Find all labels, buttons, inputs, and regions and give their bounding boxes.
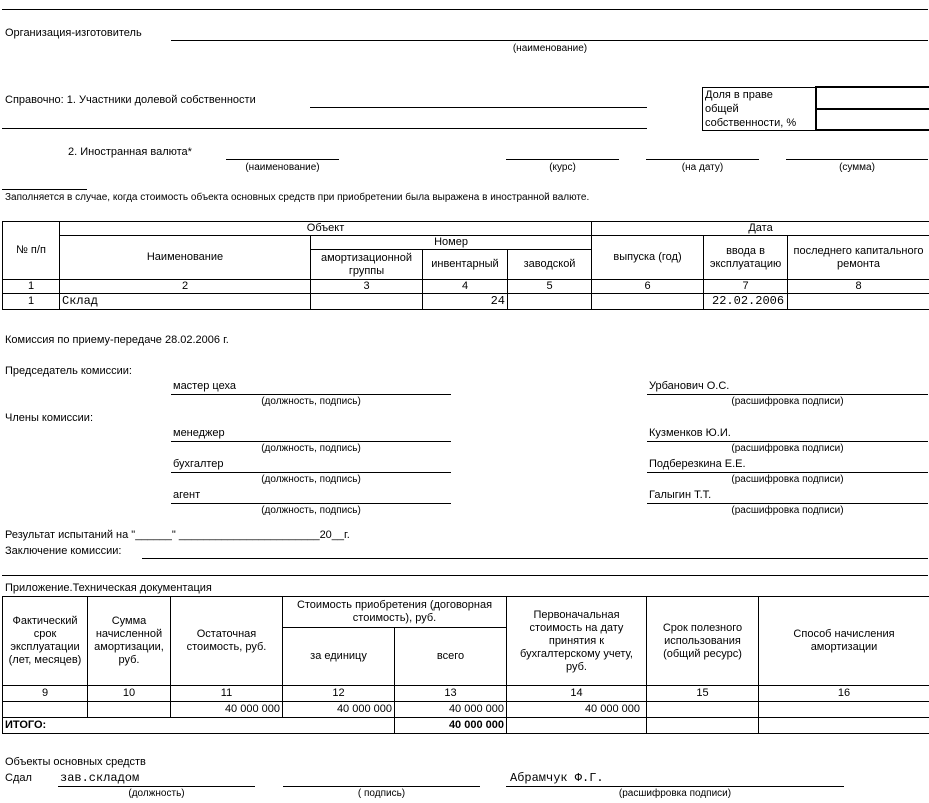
cell-amort-sum[interactable] xyxy=(88,702,171,718)
share-label-3: собственности, % xyxy=(705,116,797,129)
col-num: 2 xyxy=(60,280,311,294)
chair-name-line xyxy=(647,394,928,395)
header-amort-sum: Сумма начисленной амортизации, руб. xyxy=(88,597,171,686)
chair-position-line xyxy=(171,394,451,395)
test-result: Результат испытаний на "______" _______________________20__г. xyxy=(5,529,350,541)
members-label: Члены комиссии: xyxy=(5,412,94,424)
col-num: 10 xyxy=(88,686,171,702)
org-caption: (наименование) xyxy=(512,43,588,54)
header-useful: Срок полезного использования (общий ресурс) xyxy=(647,597,759,686)
header-inventory: инвентарный xyxy=(423,250,508,280)
top-rule xyxy=(2,9,928,10)
currency-name-caption: (наименование) xyxy=(245,162,320,173)
org-label: Организация-изготовитель xyxy=(5,27,142,39)
header-term: Фактический срок эксплуатации (лет, месяцев) xyxy=(3,597,88,686)
table-row xyxy=(3,702,929,718)
commission-title: Комиссия по приему-передаче 28.02.2006 г. xyxy=(5,334,229,346)
handover-name-caption: (расшифровка подписи) xyxy=(618,788,732,799)
cell-initial[interactable]: 40 000 000 xyxy=(507,702,647,718)
cell-commission-date[interactable]: 22.02.2006 xyxy=(704,294,788,310)
handover-position: зав.складом xyxy=(60,771,140,785)
cell-amort-group[interactable] xyxy=(311,294,423,310)
header-amort-group: амортизационной группы xyxy=(311,250,423,280)
currency-rate-caption: (курс) xyxy=(549,162,576,173)
share-box xyxy=(702,86,929,131)
currency-sum-line xyxy=(786,159,928,160)
currency-rate-line xyxy=(506,159,619,160)
cell-factory[interactable] xyxy=(508,294,592,310)
header-number: Номер xyxy=(311,236,592,250)
col-num: 13 xyxy=(395,686,507,702)
header-no: № п/п xyxy=(3,222,60,280)
cell-useful[interactable] xyxy=(647,702,759,718)
conclusion-line-1 xyxy=(142,558,928,559)
col-num: 15 xyxy=(647,686,759,702)
header-repair: последнего капитального ремонта xyxy=(788,236,929,280)
member-name-line xyxy=(647,441,928,442)
object-table xyxy=(2,221,929,310)
itogo-empty xyxy=(759,718,929,734)
reference-label: Справочно: 1. Участники долевой собственности xyxy=(5,94,256,106)
member-position-caption: (должность, подпись) xyxy=(261,443,361,454)
chair-label: Председатель комиссии: xyxy=(5,365,132,377)
member-position-caption: (должность, подпись) xyxy=(261,505,361,516)
member-position-line xyxy=(171,441,451,442)
cell-unit[interactable]: 40 000 000 xyxy=(283,702,395,718)
share-label xyxy=(703,87,816,130)
member-name-line xyxy=(647,472,928,473)
member-position-line xyxy=(171,472,451,473)
header-initial: Первоначальная стоимость на дату принятия к бухгалтерскому учету, руб. xyxy=(507,597,647,686)
col-num: 6 xyxy=(592,280,704,294)
conclusion-line-2 xyxy=(2,575,928,576)
handover-sign-line xyxy=(283,786,480,787)
itogo-empty xyxy=(507,718,647,734)
cell-name[interactable]: Склад xyxy=(60,294,311,310)
member-name: Подберезкина Е.Е. xyxy=(649,458,746,470)
member-name: Кузменков Ю.И. xyxy=(649,427,731,439)
handover-sign-caption: ( подпись) xyxy=(357,788,406,799)
handover-name-line xyxy=(506,786,844,787)
handover-label: Сдал xyxy=(5,772,32,784)
cell-residual[interactable]: 40 000 000 xyxy=(171,702,283,718)
member-position-caption: (должность, подпись) xyxy=(261,474,361,485)
handover-name: Абрамчук Ф.Г. xyxy=(510,771,604,785)
cost-table xyxy=(2,596,929,734)
cell-release[interactable] xyxy=(592,294,704,310)
currency-date-caption: (на дату) xyxy=(681,162,724,173)
cell-inventory[interactable]: 24 xyxy=(423,294,508,310)
share-label-2: общей xyxy=(705,102,739,115)
handover-position-caption: (должность) xyxy=(128,788,185,799)
total-row xyxy=(3,718,929,734)
col-num: 14 xyxy=(507,686,647,702)
currency-sum-caption: (сумма) xyxy=(839,162,875,173)
share-label-1: Доля в праве xyxy=(705,88,773,101)
col-num: 5 xyxy=(508,280,592,294)
col-num: 12 xyxy=(283,686,395,702)
member-name-caption: (расшифровка подписи) xyxy=(731,474,844,485)
member-position-line xyxy=(171,503,451,504)
owners-line-2 xyxy=(2,128,647,129)
currency-name-line xyxy=(226,159,339,160)
member-name-caption: (расшифровка подписи) xyxy=(731,443,844,454)
header-total: всего xyxy=(395,628,507,686)
currency-footnote: Заполняется в случае, когда стоимость объекта основных средств при приобретении была выражена в иностранной валюте. xyxy=(5,192,590,203)
chair-name: Урбанович О.С. xyxy=(649,380,730,392)
share-value-1[interactable] xyxy=(816,87,929,109)
conclusion-label: Заключение комиссии: xyxy=(5,545,122,557)
owners-line-1 xyxy=(310,107,647,108)
col-num: 1 xyxy=(3,280,60,294)
cell-no[interactable]: 1 xyxy=(3,294,60,310)
itogo-empty xyxy=(647,718,759,734)
header-commission: ввода в эксплуатацию xyxy=(704,236,788,280)
member-position: менеджер xyxy=(173,427,225,439)
itogo-total: 40 000 000 xyxy=(395,718,507,734)
col-num: 4 xyxy=(423,280,508,294)
currency-date-line xyxy=(646,159,759,160)
col-num: 11 xyxy=(171,686,283,702)
member-name-line xyxy=(647,503,928,504)
footnote-rule xyxy=(2,189,87,190)
cell-term[interactable] xyxy=(3,702,88,718)
header-unit: за единицу xyxy=(283,628,395,686)
member-name-caption: (расшифровка подписи) xyxy=(731,505,844,516)
header-name: Наименование xyxy=(60,236,311,280)
col-num: 7 xyxy=(704,280,788,294)
header-factory: заводской xyxy=(508,250,592,280)
chair-name-caption: (расшифровка подписи) xyxy=(731,396,844,407)
member-position: агент xyxy=(173,489,201,501)
org-name-line xyxy=(171,40,928,41)
handover-title: Объекты основных средств xyxy=(5,756,146,768)
share-value-2[interactable] xyxy=(816,109,929,131)
cell-method[interactable] xyxy=(759,702,929,718)
header-cost: Стоимость приобретения (договорная стоимость), руб. xyxy=(283,597,507,628)
header-object: Объект xyxy=(60,222,592,236)
header-method: Способ начисления амортизации xyxy=(759,597,929,686)
itogo-label: ИТОГО: xyxy=(3,718,395,734)
currency-label: 2. Иностранная валюта* xyxy=(68,146,192,158)
header-date: Дата xyxy=(592,222,929,236)
cell-repair[interactable] xyxy=(788,294,929,310)
col-num: 16 xyxy=(759,686,929,702)
col-num: 8 xyxy=(788,280,929,294)
header-residual: Остаточная стоимость, руб. xyxy=(171,597,283,686)
header-release: выпуска (год) xyxy=(592,236,704,280)
table-row xyxy=(3,294,929,310)
chair-position-caption: (должность, подпись) xyxy=(261,396,361,407)
member-position: бухгалтер xyxy=(173,458,224,470)
cell-total[interactable]: 40 000 000 xyxy=(395,702,507,718)
col-num: 3 xyxy=(311,280,423,294)
member-name: Галыгин Т.Т. xyxy=(649,489,712,501)
chair-position: мастер цеха xyxy=(173,380,236,392)
appendix-title: Приложение.Техническая документация xyxy=(5,582,212,594)
handover-position-line xyxy=(58,786,255,787)
col-num: 9 xyxy=(3,686,88,702)
